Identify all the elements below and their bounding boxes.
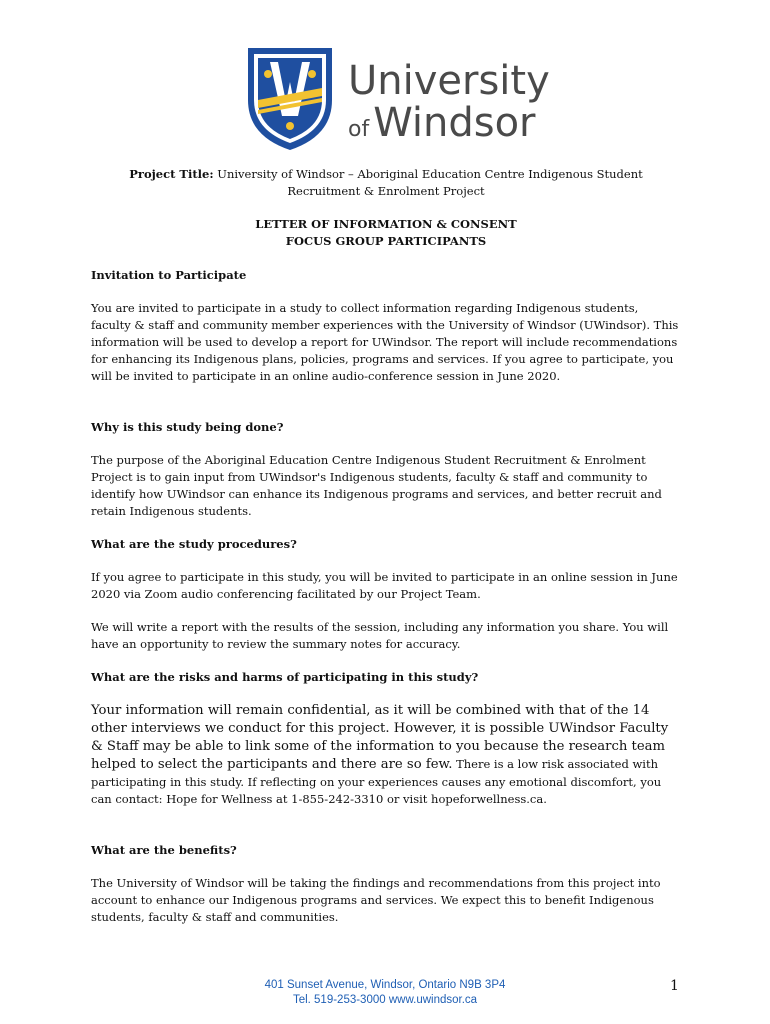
letter-title: [91, 216, 681, 250]
letter-title-line-2: FOCUS GROUP PARTICIPANTS: [285, 234, 487, 248]
letter-title-line-1: LETTER OF INFORMATION & CONSENT: [255, 217, 517, 231]
document-body: [91, 166, 681, 942]
invitation-paragraph: You are invited to participate in a study to collect information regarding Indigenous students, faculty & staff and community member experiences with the University of Windsor (UWindsor). This information will be used to develop a report for UWindsor. The report will include recommendations for enhancing its Indigenous plans, policies, programs and services. If you agree to participate, you will be invited to participate in an online audio-conference session in June 2020.: [91, 301, 679, 383]
risks-heading: What are the risks and harms of participating in this study?: [91, 670, 479, 684]
university-crest-icon: [244, 44, 336, 152]
risks-paragraph: [91, 702, 681, 808]
footer-address: 401 Sunset Avenue, Windsor, Ontario N9B 3P4: [264, 979, 506, 991]
page-footer: [0, 978, 770, 1008]
benefits-heading: What are the benefits?: [91, 843, 237, 857]
university-logo: [244, 44, 550, 154]
invitation-heading: Invitation to Participate: [91, 268, 247, 282]
benefits-paragraph: The University of Windsor will be taking the findings and recommendations from this project into account to enhance our Indigenous programs and services. We expect this to benefit Indigenous students, faculty & staff and communities.: [91, 876, 661, 924]
logo-windsor-text: [348, 100, 536, 146]
risks-paragraph-large: Your information will remain confidential, as it will be combined with that of the 14 other interviews we conduct for this project. However, it is possible UWindsor Faculty & Staff may be able to link some of the information to you because the research team helped to select the participants and there are so few.: [91, 703, 669, 772]
project-title-block: [91, 166, 681, 200]
procedures-heading: What are the study procedures?: [91, 537, 297, 551]
why-heading: Why is this study being done?: [91, 420, 284, 434]
logo-of-text: of: [348, 117, 370, 142]
logo-university-text: University: [348, 58, 550, 104]
why-paragraph: The purpose of the Aboriginal Education Centre Indigenous Student Recruitment & Enrolment Project is to gain input from UWindsor's Indigenous students, faculty & staff and community to identify how UWindsor can enhance its Indigenous programs and services, and better recruit and retain Indigenous students.: [91, 453, 662, 518]
page-number: 1: [670, 978, 679, 994]
procedures-paragraph-1: If you agree to participate in this study, you will be invited to participate in an online session in June 2020 via Zoom audio conferencing facilitated by our Project Team.: [91, 570, 678, 601]
logo-windsor-word: Windsor: [373, 100, 536, 146]
procedures-paragraph-2: We will write a report with the results of the session, including any information you share. You will have an opportunity to review the summary notes for accuracy.: [91, 620, 669, 651]
risks-paragraph-small: There is a low risk associated with participating in this study. If reflecting on your experiences causes any emotional discomfort, you can contact: Hope for Wellness at 1-855-242-3310 or visit hopeforwellness.ca.: [91, 757, 662, 806]
project-title-text: University of Windsor – Aboriginal Education Centre Indigenous Student Recruitment & Enrolment Project: [217, 167, 643, 198]
footer-contact: Tel. 519-253-3000 www.uwindsor.ca: [292, 994, 478, 1006]
project-title-label: Project Title:: [129, 167, 214, 181]
